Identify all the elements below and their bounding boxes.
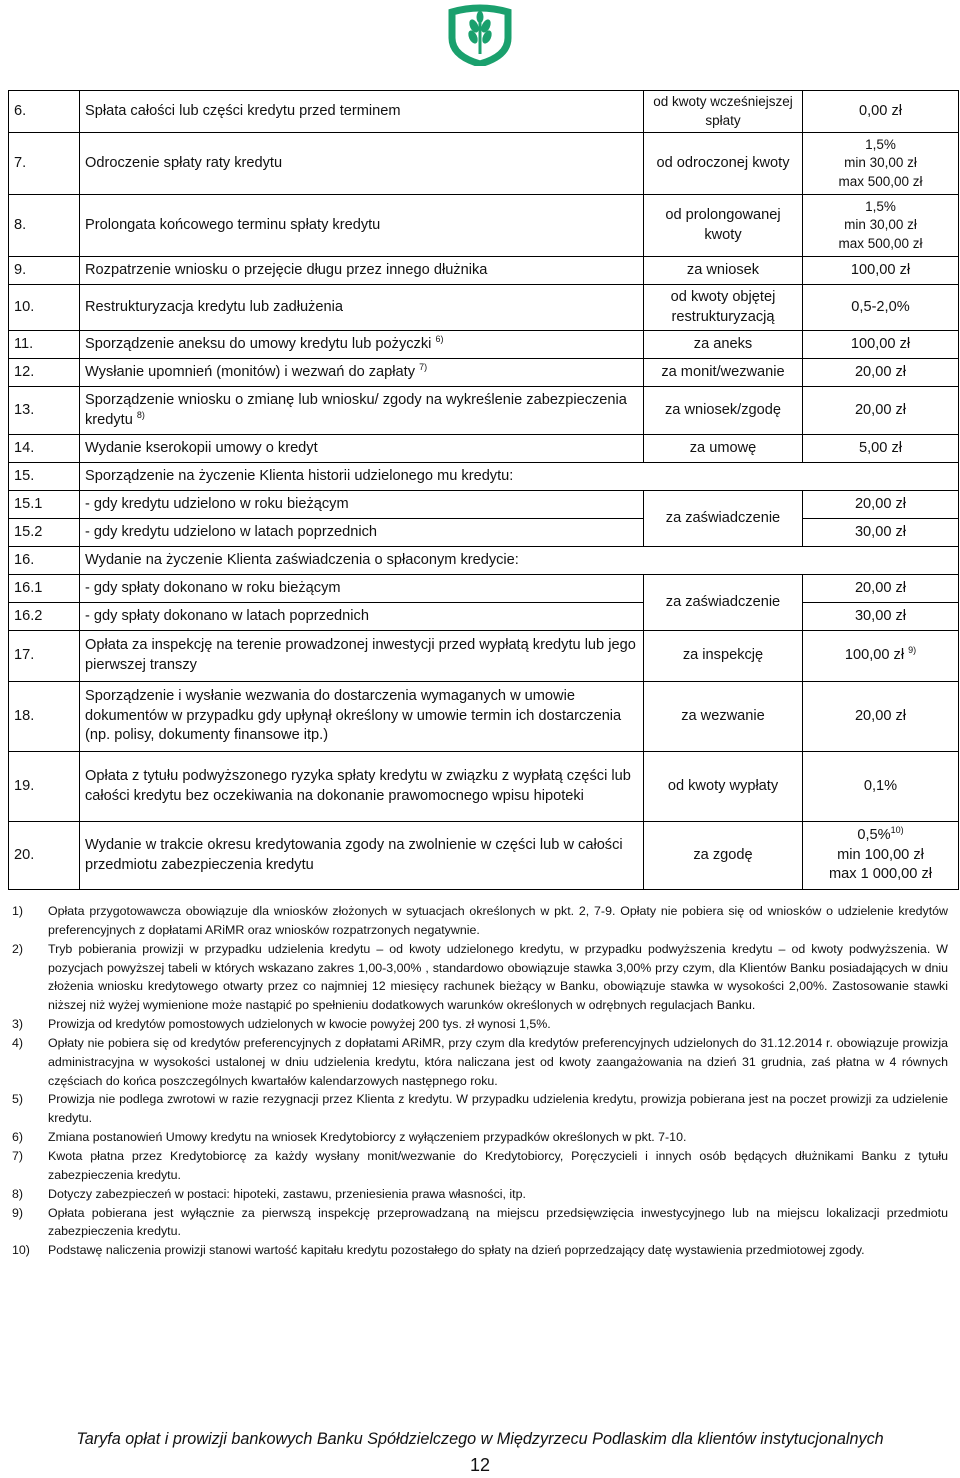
row-number: 9. [9,257,80,285]
row-fee: 20,00 zł [803,491,959,519]
footnote-number: 3) [12,1017,24,1032]
footnote [12,1147,948,1185]
row-number: 15.2 [9,519,80,547]
table-row [9,331,959,359]
row-basis: za zgodę [644,822,803,890]
row-description: - gdy kredytu udzielono w roku bieżącym [80,491,644,519]
row-fee: 0,5-2,0% [803,285,959,331]
footnote-text: Prowizja nie podlega zwrotowi w razie rezygnacji przez Klienta z kredytu. W przypadku udzielenia kredytu, prowizja pobierana jest na poczet prowizji za udzielenie kredytu. [48,1092,948,1126]
row-fee: 100,00 zł [803,257,959,285]
table-row [9,435,959,463]
row-basis: za monit/wezwanie [644,359,803,387]
table-row [9,547,959,575]
footnote [12,940,948,1015]
footnote-text: Opłata przygotowawcza obowiązuje dla wniosków złożonych w sytuacjach określonych w pkt. 2, 7-9. Opłaty nie pobiera się od wniosków o udzielenie kredytów preferencyjnych z dopłatami ARiMR oraz wniosków rozpatrzonych negatywnie. [48,904,948,937]
table-row [9,91,959,133]
row-fee-text: 100,00 zł [844,647,905,664]
row-description: - gdy spłaty dokonano w latach poprzednich [80,603,644,631]
footnote-number: 5) [12,1092,24,1107]
row-description: Wydanie kserokopii umowy o kredyt [80,435,644,463]
row-fee: 30,00 zł [803,603,959,631]
row-number: 16. [9,547,80,575]
row-fee [803,822,959,890]
row-description: Spłata całości lub części kredytu przed terminem [80,91,644,133]
row-fee: 20,00 zł [803,575,959,603]
table-row [9,491,959,519]
footnote [12,1128,948,1147]
row-basis: od kwoty objętej restrukturyzacją [644,285,803,331]
fee-min: min 30,00 zł [844,155,917,171]
footnote-text: Opłata pobierana jest wyłącznie za pierwszą inspekcję przeprowadzaną na miejscu przedsięwzięcia inwestycyjnego lub na miejscu lokalizacji przedmiotu zabezpieczenia kredytu. [48,1205,948,1239]
footnote-text: Prowizja od kredytów pomostowych udzielonych w kwocie powyżej 200 tys. zł wynosi 1,5%. [48,1017,551,1032]
row-description: Sporządzenie i wysłanie wezwania do dostarczenia wymaganych w umowie dokumentów w przypadku gdy upłynął określony w umowie termin ich dostarczenia (np. polisy, dokumenty finansowe itp.) [80,682,644,752]
footnotes [12,902,948,1260]
footnote [12,1034,948,1091]
fee-rate: 1,5% [865,199,896,215]
row-description-text: Sporządzenie aneksu do umowy kredytu lub pożyczki [85,335,432,352]
footnote-text: Tryb pobierania prowizji w przypadku udzielenia kredytu – od kwoty udzielonego kredytu, w przypadku podwyższenia kredytu – od kwoty podwyższenia. W pozycjach powyższej tabeli w których wskazano zakres 1,00-3,00% , standardowo obowiązuje stawka 3,00% przy czym, dla Klientów Banku posiadających w dniu złożenia wniosku kredytowego otwarty przez co najmniej 12 miesięcy rachunek bieżący w Banku, obowiązuje stawka w wysokości 2,00%. Zastosowanie stawki niższej niż wyżej wymienione może nastąpić po spełnieniu dodatkowych warunków określonych w odrębnych regulacjach Banku. [48,941,948,1013]
table-row [9,359,959,387]
row-fee [803,631,959,682]
row-basis: od kwoty wcześniejszej spłaty [644,91,803,133]
row-description: Prolongata końcowego terminu spłaty kredytu [80,195,644,257]
row-fee: 20,00 zł [803,682,959,752]
row-basis: za wniosek [644,257,803,285]
footnote-number: 6) [12,1130,24,1145]
table-row [9,752,959,822]
row-description [80,331,644,359]
footnote [12,1090,948,1128]
fee-max: max 1 000,00 zł [828,866,933,883]
bank-logo-icon [444,4,516,66]
table-row [9,631,959,682]
row-description: Wydanie na życzenie Klienta zaświadczenia o spłaconym kredycie: [80,547,959,575]
row-basis: od kwoty wypłaty [644,752,803,822]
row-description: Rozpatrzenie wniosku o przejęcie długu przez innego dłużnika [80,257,644,285]
footnote-text: Zmiana postanowień Umowy kredytu na wniosek Kredytobiorcy z wyłączeniem przypadków określonych w pkt. 7-10. [48,1130,687,1145]
row-number: 7. [9,133,80,195]
row-number: 14. [9,435,80,463]
footnote-number: 8) [12,1186,24,1201]
row-fee: 20,00 zł [803,387,959,435]
footnote-number: 4) [12,1035,24,1050]
footnote-text: Podstawę naliczenia prowizji stanowi wartość kapitału kredytu pozostałego do spłaty na dzień poprzedzający datę wystawienia przedmiotowej zgody. [48,1243,865,1258]
row-description: Odroczenie spłaty raty kredytu [80,133,644,195]
footnote-text: Opłaty nie pobiera się od kredytów preferencyjnych z dopłatami ARiMR, przy czym dla kredytów preferencyjnych udzielonych do 31.12.2014 r. obowiązuje prowizja administracyjna w wysokości ustalonej w dniu udzielenia kredytu, która naliczana jest od kwoty zaangażowania na dzień 31 grudnia, zaś płatna w 4 równych częściach do końca poszczególnych kwartałów kalendarzowych następnego roku. [48,1035,948,1088]
table-row [9,133,959,195]
row-basis: od odroczonej kwoty [644,133,803,195]
row-basis: za wezwanie [644,682,803,752]
footnote-text: Dotyczy zabezpieczeń w postaci: hipoteki, zastawu, przeniesienia prawa własności, itp. [48,1186,526,1201]
footnote [12,902,948,940]
row-number: 11. [9,331,80,359]
table-row [9,387,959,435]
row-description: Opłata za inspekcję na terenie prowadzonej inwestycji przed wypłatą kredytu lub jego pierwszej transzy [80,631,644,682]
row-basis: za wniosek/zgodę [644,387,803,435]
row-description: Opłata z tytułu podwyższonego ryzyka spłaty kredytu w związku z wypłatą części lub całości kredytu bez oczekiwania na dokonanie prawomocnego wpisu hipoteki [80,752,644,822]
page-number: 12 [469,1455,491,1475]
footnote-text: Kwota płatna przez Kredytobiorcę za każdy wysłany monit/wezwanie do Kredytobiorcy, Poręczycieli i innych osób będących dłużnikami Banku z tytułu zabezpieczenia kredytu. [48,1148,948,1182]
row-fee: 5,00 zł [803,435,959,463]
row-description-text: Wysłanie upomnień (monitów) i wezwań do zapłaty [85,363,415,380]
table-row [9,682,959,752]
row-description [80,359,644,387]
row-number: 20. [9,822,80,890]
footnote-ref: 9) [908,645,917,656]
footnote [12,1241,948,1260]
row-number: 12. [9,359,80,387]
row-fee: 0,00 zł [803,91,959,133]
fee-max: max 500,00 zł [838,173,923,189]
row-number: 19. [9,752,80,822]
row-number: 18. [9,682,80,752]
row-basis: za zaświadczenie [644,491,803,547]
row-basis: od prolongowanej kwoty [644,195,803,257]
fee-min: min 100,00 zł [837,846,924,863]
footnote-number: 10) [12,1243,30,1258]
row-basis: za inspekcję [644,631,803,682]
table-row [9,195,959,257]
row-description: Wydanie w trakcie okresu kredytowania zgody na zwolnienie w części lub w całości przedmiotu zabezpieczenia kredytu [80,822,644,890]
row-fee [803,133,959,195]
footnote-ref: 10) [890,825,904,836]
row-number: 16.2 [9,603,80,631]
table-row [9,603,959,631]
table-row [9,575,959,603]
footnote-number: 2) [12,941,24,956]
fee-table [8,90,959,890]
row-number: 13. [9,387,80,435]
row-number: 15.1 [9,491,80,519]
row-fee [803,195,959,257]
fee-min: min 30,00 zł [844,217,917,233]
footnote-number: 1) [12,904,24,918]
footnote-number: 7) [12,1148,24,1163]
footnote [12,1185,948,1204]
row-number: 10. [9,285,80,331]
footnote [12,1015,948,1034]
footnote-ref: 6) [435,333,444,344]
row-basis: za umowę [644,435,803,463]
fee-max: max 500,00 zł [838,235,923,251]
row-fee: 30,00 zł [803,519,959,547]
row-basis: za zaświadczenie [644,575,803,631]
row-description: Sporządzenie na życzenie Klienta historii udzielonego mu kredytu: [80,463,959,491]
table-row [9,519,959,547]
row-number: 17. [9,631,80,682]
row-fee: 0,1% [803,752,959,822]
fee-rate: 1,5% [865,137,896,153]
fee-rate: 0,5% [857,826,891,843]
row-description: - gdy kredytu udzielono w latach poprzednich [80,519,644,547]
row-number: 16.1 [9,575,80,603]
row-number: 15. [9,463,80,491]
table-row [9,285,959,331]
row-description: - gdy spłaty dokonano w roku bieżącym [80,575,644,603]
table-row [9,257,959,285]
page-footer: Taryfa opłat i prowizji bankowych Banku Spółdzielczego w Międzyrzecu Podlaskim dla klientów instytucjonalnych [76,1430,884,1448]
row-fee: 20,00 zł [803,359,959,387]
footnote [12,1204,948,1242]
row-description-text: Sporządzenie wniosku o zmianę lub wniosku/ zgody na wykreślenie zabezpieczenia kredytu [85,391,627,428]
row-fee: 100,00 zł [803,331,959,359]
footnote-number: 9) [12,1205,24,1220]
row-basis: za aneks [644,331,803,359]
footnote-ref: 8) [136,409,145,420]
row-description: Restrukturyzacja kredytu lub zadłużenia [80,285,644,331]
row-number: 8. [9,195,80,257]
footnote-ref: 7) [419,361,428,372]
row-number: 6. [9,91,80,133]
table-row [9,822,959,890]
row-description [80,387,644,435]
table-row [9,463,959,491]
